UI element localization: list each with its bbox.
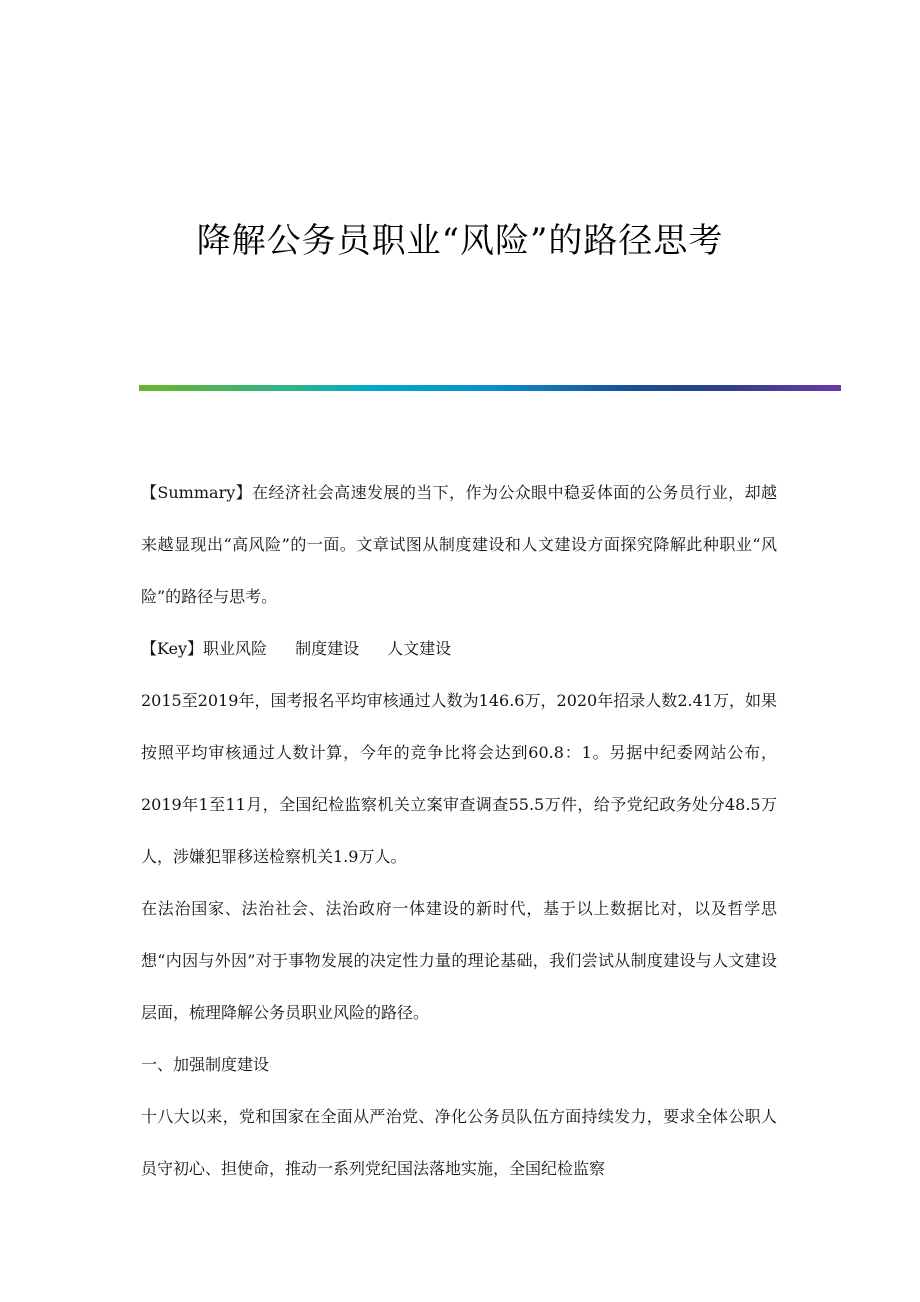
- keyword: 人文建设: [387, 639, 452, 658]
- section-heading: 一、加强制度建设: [141, 1055, 270, 1074]
- document-title: 降解公务员职业“风险”的路径思考: [196, 221, 724, 261]
- keyword: 职业风险: [203, 639, 268, 658]
- gradient-divider: [139, 385, 841, 391]
- body-paragraph: 2015至2019年，国考报名平均审核通过人数为146.6万，2020年招录人数2.41万，如果按照平均审核通过人数计算，今年的竞争比将会达到60.8：1。另据中纪委网站公布，2019年1至11月，全国纪检监察机关立案审查调查55.5万件，给予党纪政务处分48.5万人，涉嫌犯罪移送检察机关1.9万人。: [141, 691, 777, 866]
- summary-paragraph: 【Summary】在经济社会高速发展的当下，作为公众眼中稳妥体面的公务员行业，却越来越显现出“高风险”的一面。文章试图从制度建设和人文建设方面探究降解此种职业“风险”的路径与思考。: [141, 483, 777, 606]
- body-paragraph: 在法治国家、法治社会、法治政府一体建设的新时代，基于以上数据比对，以及哲学思想“内因与外因”对于事物发展的决定性力量的理论基础，我们尝试从制度建设与人文建设层面，梳理降解公务员职业风险的路径。: [141, 899, 777, 1022]
- document-body: [141, 467, 777, 1195]
- keywords-line: [141, 623, 777, 675]
- keywords-label: 【Key】: [141, 639, 204, 658]
- keyword: 制度建设: [295, 639, 360, 658]
- body-paragraph: 十八大以来，党和国家在全面从严治党、净化公务员队伍方面持续发力，要求全体公职人员守初心、担使命，推动一系列党纪国法落地实施，全国纪检监察: [141, 1107, 777, 1178]
